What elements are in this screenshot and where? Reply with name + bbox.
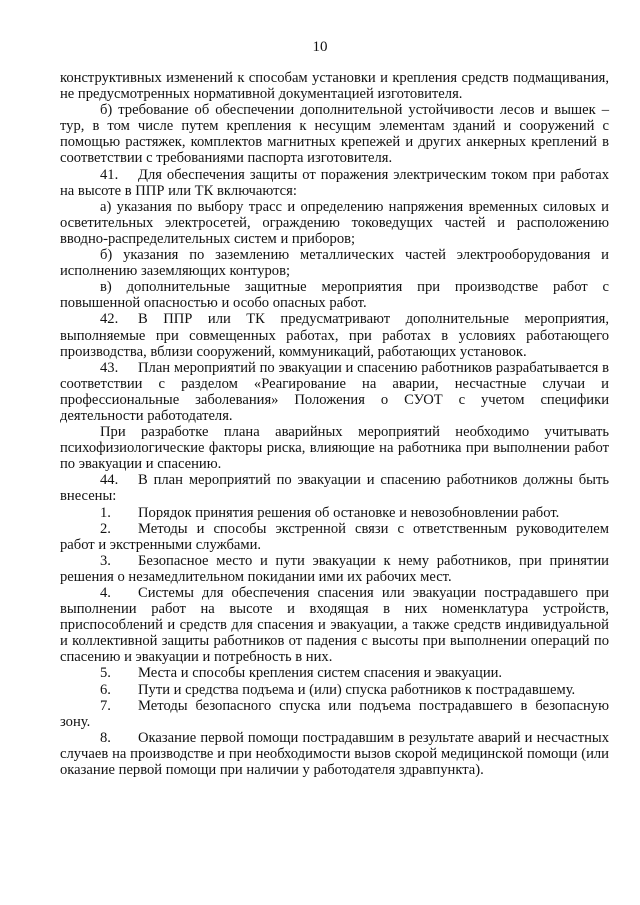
paragraph-text: в) дополнительные защитные мероприятия при производстве работ с повышенной опасностью и особо опасных работ. bbox=[60, 279, 609, 312]
paragraph-number: 5. bbox=[100, 665, 111, 682]
numbered-paragraph bbox=[60, 665, 609, 681]
paragraph bbox=[60, 102, 609, 166]
numbered-paragraph bbox=[60, 360, 609, 424]
paragraph-text: Пути и средства подъема и (или) спуска работников к пострадавшему. bbox=[138, 681, 576, 698]
page-number: 10 bbox=[312, 39, 328, 55]
paragraph-number: 6. bbox=[100, 681, 111, 698]
paragraph bbox=[60, 70, 609, 102]
paragraph-text: При разработке плана аварийных мероприятий необходимо учитывать психофизиологические факторы риска, влияющие на работника при выполнении работ по эвакуации и спасению. bbox=[60, 424, 609, 473]
paragraph-number: 1. bbox=[100, 504, 111, 521]
document-body bbox=[60, 70, 609, 778]
numbered-paragraph bbox=[60, 553, 609, 585]
numbered-paragraph bbox=[60, 698, 609, 730]
paragraph-number: 44. bbox=[100, 472, 119, 489]
paragraph-text: Порядок принятия решения об остановке и невозобновлении работ. bbox=[138, 504, 560, 521]
paragraph-number: 41. bbox=[100, 166, 119, 183]
paragraph-text: б) указания по заземлению металлических частей электрооборудования и исполнению заземляющих контуров; bbox=[60, 247, 609, 280]
paragraph-text: Методы безопасного спуска или подъема пострадавшего в безопасную зону. bbox=[60, 697, 609, 730]
paragraph-text: а) указания по выбору трасс и определению напряжения временных силовых и осветительных электросетей, ограждению токоведущих частей и расположению вводно-распределительных систем и приборов; bbox=[60, 198, 609, 247]
paragraph-number: 8. bbox=[100, 729, 111, 746]
paragraph-text: Оказание первой помощи пострадавшим в результате аварий и несчастных случаев на производстве и при необходимости вызов скорой медицинской помощи (или оказание первой помощи при наличии у работодателя здравпункта). bbox=[60, 729, 609, 779]
numbered-paragraph bbox=[60, 730, 609, 778]
paragraph-text: План мероприятий по эвакуации и спасению работников разрабатывается в соответствии с разделом «Реагирование на аварии, несчастные случаи и профессиональные заболевания» Положения о СУОТ с учетом специфики деятельности работодателя. bbox=[60, 359, 609, 424]
paragraph-text: В ППР или ТК предусматривают дополнительные мероприятия, выполняемые при совмещенных работах, при работах в условиях работающего производства, вблизи сооружений, коммуникаций, работающих установок. bbox=[60, 311, 609, 360]
paragraph-text: Для обеспечения защиты от поражения электрическим током при работах на высоте в ППР или ТК включаются: bbox=[60, 166, 609, 199]
numbered-paragraph bbox=[60, 505, 609, 521]
numbered-paragraph bbox=[60, 682, 609, 698]
paragraph-number: 2. bbox=[100, 520, 111, 537]
paragraph-text: б) требование об обеспечении дополнительной устойчивости лесов и вышек – тур, в том числе путем крепления к несущим элементам зданий и сооружений с помощью растяжек, комплектов магнитных крепежей и других анкерных креплений в соответствии с требованиями паспорта изготовителя. bbox=[60, 102, 609, 167]
paragraph-text: Места и способы крепления систем спасения и эвакуации. bbox=[138, 665, 503, 682]
numbered-paragraph bbox=[60, 472, 609, 504]
paragraph bbox=[60, 424, 609, 472]
paragraph-number: 43. bbox=[100, 359, 119, 376]
paragraph-text: Системы для обеспечения спасения или эвакуации пострадавшего при выполнении работ на высоте и входящая в них номенклатура устройств, приспособлений и средств для спасения и эвакуации, а также средств индивидуальной и коллективной защиты работников от падения с высоты при выполнении операций по спасению и эвакуации и потребность в них. bbox=[60, 585, 609, 666]
numbered-paragraph bbox=[60, 521, 609, 553]
paragraph-text: Безопасное место и пути эвакуации к нему работников, при принятии решения о незамедлительном покидании ими их рабочих мест. bbox=[60, 552, 609, 585]
paragraph bbox=[60, 199, 609, 247]
numbered-paragraph bbox=[60, 167, 609, 199]
paragraph-text: конструктивных изменений к способам установки и крепления средств подмащивания, не предусмотренных нормативной документацией изготовителя. bbox=[60, 70, 609, 103]
paragraph-number: 3. bbox=[100, 552, 111, 569]
paragraph bbox=[60, 279, 609, 311]
paragraph-number: 4. bbox=[100, 585, 111, 601]
numbered-paragraph bbox=[60, 585, 609, 665]
paragraph-number: 7. bbox=[100, 697, 111, 714]
numbered-paragraph bbox=[60, 311, 609, 359]
paragraph-text: В план мероприятий по эвакуации и спасению работников должны быть внесены: bbox=[60, 472, 609, 505]
paragraph-text: Методы и способы экстренной связи с ответственным руководителем работ и экстренными службами. bbox=[60, 520, 609, 553]
paragraph bbox=[60, 247, 609, 279]
paragraph-number: 42. bbox=[100, 311, 119, 328]
